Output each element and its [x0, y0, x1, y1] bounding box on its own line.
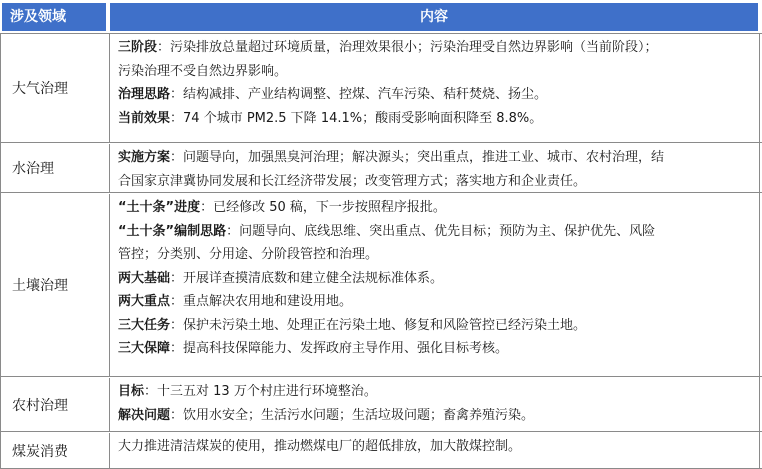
line-label: 治理思路 — [118, 87, 171, 102]
line-text: ：饮用水安全；生活污水问题；生活垃圾问题；畜禽养殖污染。 — [170, 407, 535, 423]
line-label: 三大保障 — [118, 341, 171, 356]
row-separator — [0, 376, 762, 377]
domain-cell: 农村治理 — [0, 378, 110, 431]
header-domain: 涉及领域 — [2, 3, 106, 31]
line-text: ：结构减排、产业结构调整、控煤、汽车污染、秸秆焚烧、扬尘。 — [170, 87, 548, 102]
table-row — [0, 194, 762, 376]
row-separator — [0, 192, 762, 193]
content-line — [118, 243, 752, 267]
content-cell — [110, 194, 760, 376]
line-text: 大力推进清洁煤炭的使用，推动燃煤电厂的超低排放，加大散煤控制。 — [118, 439, 522, 454]
line-label: 解决问题 — [118, 407, 171, 423]
line-text: 污染治理不受自然边界影响。 — [118, 63, 288, 79]
content-line — [118, 170, 752, 194]
line-label: “土十条”编制思路 — [118, 223, 227, 239]
content-cell — [110, 378, 760, 431]
line-text: ：提高科技保障能力、发挥政府主导作用、强化目标考核。 — [170, 341, 509, 356]
line-text: ：已经修改 50 稿，下一步按照程序报批。 — [200, 200, 446, 215]
line-label: 两大重点 — [118, 294, 171, 309]
line-text: ：保护未污染土地、处理正在污染土地、修复和风险管控已经污染土地。 — [170, 317, 587, 333]
content-line — [118, 83, 752, 107]
content-line — [118, 404, 752, 428]
content-line — [118, 220, 752, 244]
header-content: 内容 — [110, 3, 758, 31]
content-line — [118, 267, 752, 291]
content-line — [118, 380, 752, 404]
content-line — [118, 290, 752, 314]
line-label: 三大任务 — [118, 317, 171, 333]
line-label: 当前效果 — [118, 110, 171, 126]
line-text: ：问题导向，加强黑臭河治理；解决源头；突出重点，推进工业、城市、农村治理，结 — [170, 150, 665, 165]
row-separator — [0, 33, 762, 34]
line-label: “土十条”进度 — [118, 200, 201, 215]
line-text: 管控；分类别、分用途、分阶段管控和治理。 — [118, 247, 379, 262]
domain-cell: 煤炭消费 — [0, 433, 110, 468]
content-line — [118, 196, 752, 220]
line-label: 目标 — [118, 384, 145, 399]
line-text: ：污染排放总量超过环境质量，治理效果很小；污染治理受自然边界影响（当前阶段）； — [157, 40, 658, 55]
content-line — [118, 146, 752, 170]
line-text: ：问题导向、底线思维、突出重点、优先目标；预防为主、保护优先、风险 — [226, 223, 656, 239]
line-label: 三阶段 — [118, 40, 158, 55]
line-text: 合国家京津冀协同发展和长江经济带发展；改变管理方式；落实地方和企业责任。 — [118, 173, 587, 189]
content-line — [118, 36, 752, 60]
table-row — [0, 433, 762, 468]
content-cell — [110, 144, 760, 192]
content-cell — [110, 34, 760, 142]
line-text: ：重点解决农用地和建设用地。 — [170, 294, 353, 309]
domain-cell: 大气治理 — [0, 34, 110, 142]
line-label: 两大基础 — [118, 270, 171, 286]
content-line — [118, 337, 752, 361]
table-row — [0, 144, 762, 192]
table-header — [0, 0, 762, 32]
line-text: ：74 个城市 PM2.5 下降 14.1%；酸雨受影响面积降至 8.8%。 — [170, 110, 543, 126]
content-line — [118, 435, 752, 459]
content-line — [118, 60, 752, 84]
line-text: ：十三五对 13 万个村庄进行环境整治。 — [144, 384, 377, 399]
content-line — [118, 107, 752, 131]
domain-cell: 土壤治理 — [0, 194, 110, 376]
row-separator — [0, 431, 762, 432]
table-row — [0, 378, 762, 431]
content-line — [118, 314, 752, 338]
domain-cell: 水治理 — [0, 144, 110, 192]
content-cell — [110, 433, 760, 468]
row-separator — [0, 142, 762, 143]
table-row — [0, 34, 762, 142]
line-text: ：开展详查摸清底数和建立健全法规标准体系。 — [170, 270, 444, 286]
line-label: 实施方案 — [118, 150, 171, 165]
